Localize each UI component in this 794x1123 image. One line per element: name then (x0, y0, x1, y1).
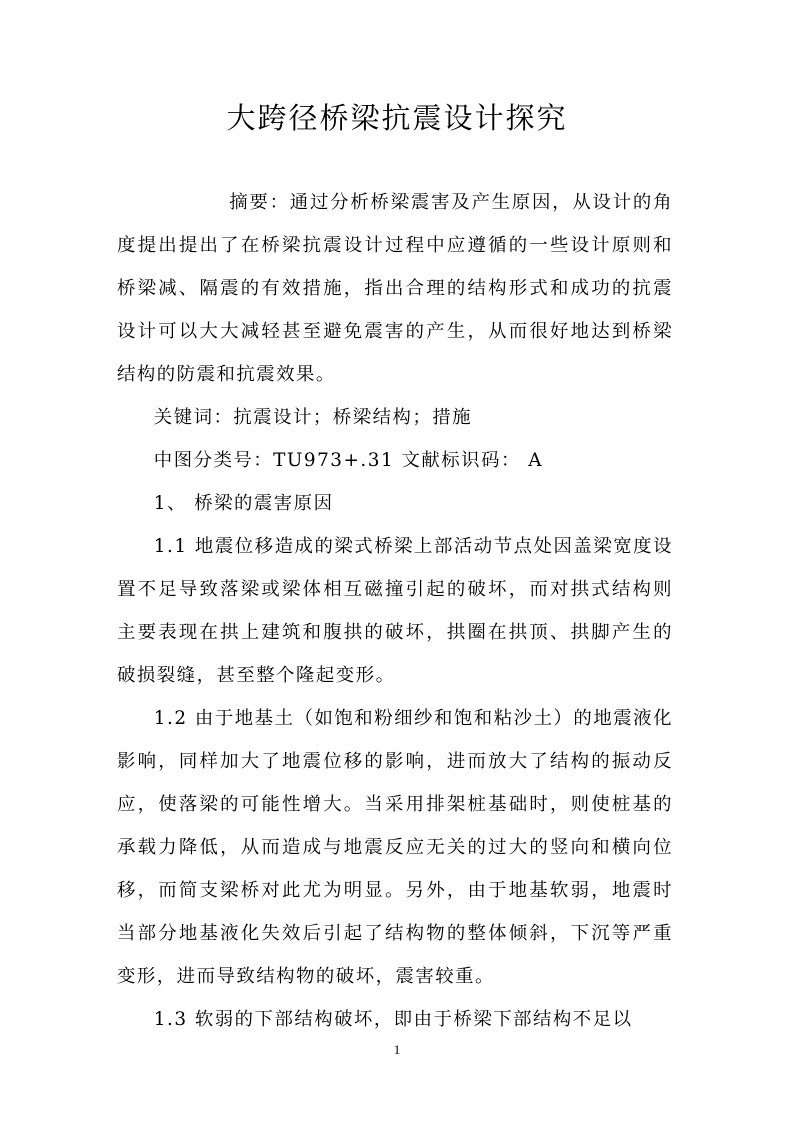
paragraph-1-1: 1.1 地震位移造成的梁式桥梁上部活动节点处因盖梁宽度设置不足导致落梁或梁体相互磁撞引起的破坏，而对拱式结构则主要表现在拱上建筑和腹拱的破坏，拱圈在拱顶、拱脚产生的破损裂缝，甚至整个隆起变形。 (117, 536, 673, 686)
page-number: 1 (393, 1042, 401, 1057)
document-body (117, 181, 673, 1041)
paragraph-1-3: 1.3 软弱的下部结构破坏，即由于桥梁下部结构不足以 (153, 1009, 633, 1030)
keywords-line: 关键词：抗震设计；桥梁结构；措施 (153, 407, 473, 428)
paragraph-1-2: 1.2 由于地基土（如饱和粉细纱和饱和粘沙土）的地震液化影响，同样加大了地震位移的影响，进而放大了结构的振动反应，使落梁的可能性增大。当采用排架桩基础时，则使桩基的承载力降低，从而造成与地震反应无关的过大的竖向和横向位移，而简支梁桥对此尤为明显。另外，由于地基软弱，地震时当部分地基液化失效后引起了结构物的整体倾斜，下沉等严重变形，进而导致结构物的破坏，震害较重。 (117, 708, 673, 987)
document-title: 大跨径桥梁抗震设计探究 (226, 101, 568, 135)
section-heading-1: 1、 桥梁的震害原因 (153, 493, 334, 514)
classification-line: 中图分类号：TU973+.31 文献标识码： A (153, 450, 543, 471)
abstract-paragraph: 摘要：通过分析桥梁震害及产生原因，从设计的角度提出提出了在桥梁抗震设计过程中应遵循的一些设计原则和桥梁减、隔震的有效措施，指出合理的结构形式和成功的抗震设计可以大大减轻甚至避免震害的产生，从而很好地达到桥梁结构的防震和抗震效果。 (117, 192, 673, 385)
